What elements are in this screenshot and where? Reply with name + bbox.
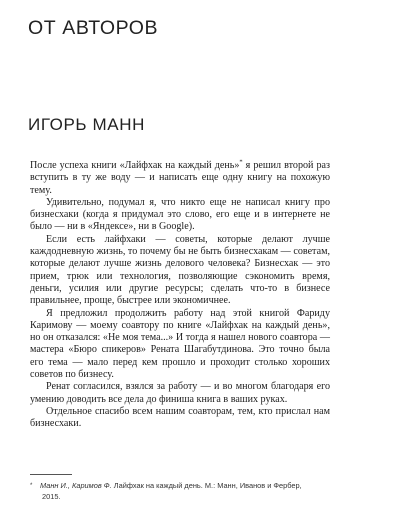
paragraph-1 [30, 160, 330, 197]
paragraph-1-text-start: После успеха книги «Лайфхак на каждый день» [30, 160, 240, 171]
paragraph-1-text-end: я решил второй раз вступить в ту же воду — и написать еще одну книгу на похожую тему. [30, 160, 330, 196]
paragraph-6: Отдельное спасибо всем нашим соавторам, тем, кто прислал нам бизнесхаки. [30, 405, 330, 430]
body-text [30, 160, 330, 431]
footnote-year: 2015. [42, 491, 61, 501]
paragraph-4: Я предложил продолжить работу над этой книгой Фариду Каримову — моему соавтору по книге «Лайфхак на каждый день», но он отказался: «Не моя тема...» И тогда я нашел нового соавтора — мастера «Бюро спикеров» Рената Шагабутдинова. Это точно была его тема — мало перед кем прошло и проходит столько хороших советов по бизнесу. [30, 307, 330, 381]
chapter-title: ОТ АВТОРОВ [28, 17, 159, 39]
footnote-line-1 [30, 481, 330, 492]
paragraph-3: Если есть лайфхаки — советы, которые делают лучше каждодневную жизнь, то почему бы не быть бизнесхакам — советам, которые делают лучше жизнь делового человека? Бизнесхак — это прием, трюк или технология, позволяющие сэкономить время, деньги, усилия или другие ресурсы; сделать что-то в бизнесе правильнее, проще, быстрее или экономичнее. [30, 233, 330, 307]
footnote-reference-mark: * [239, 158, 243, 166]
footnote [30, 481, 330, 502]
footnote-authors: Манн И., Каримов Ф. [40, 481, 112, 490]
footnote-mark: * [30, 483, 33, 489]
footnote-divider [30, 474, 72, 475]
author-heading: ИГОРЬ МАНН [28, 115, 145, 134]
paragraph-2: Удивительно, подумал я, что никто еще не написал книгу про бизнесхаки (когда я придумал это слово, его еще и в интернете не было — ни в «Яндексе», ни в Google). [30, 196, 330, 233]
footnote-title: Лайфхак на каждый день. М.: Манн, Иванов и Фербер, [111, 481, 302, 490]
paragraph-5: Ренат согласился, взялся за работу — и во многом благодаря его умению доводить все дела до финиша книга в ваших руках. [30, 381, 330, 405]
